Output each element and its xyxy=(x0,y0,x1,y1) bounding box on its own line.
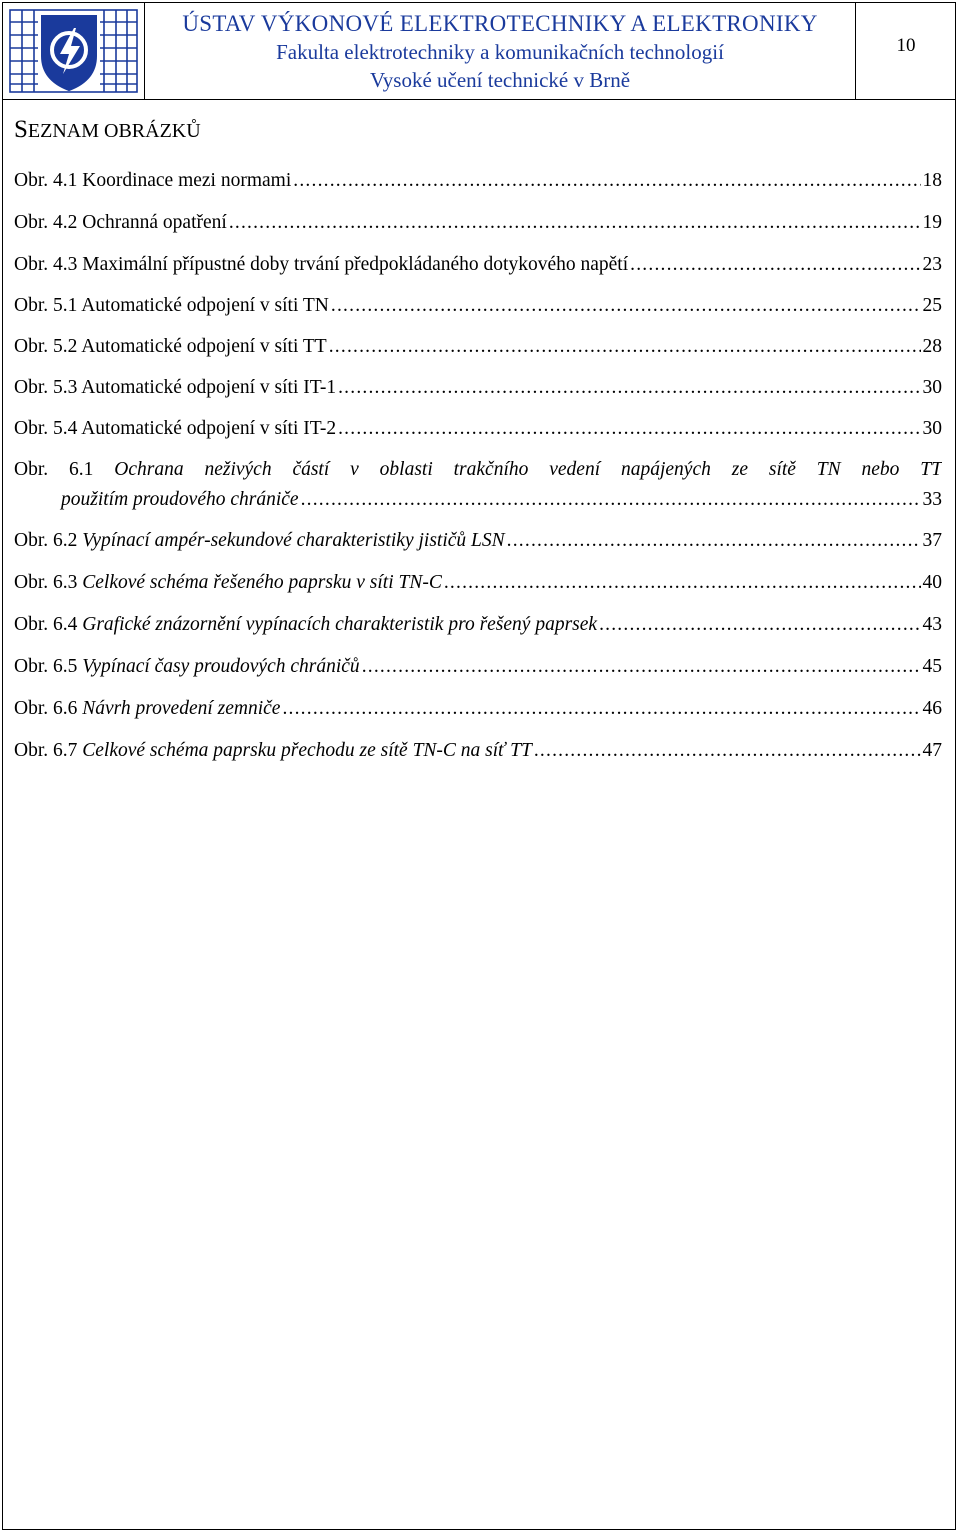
dot-leader xyxy=(444,569,921,597)
list-item[interactable] xyxy=(14,527,942,555)
figure-prefix: Obr. 6.7 xyxy=(14,740,78,761)
list-item[interactable] xyxy=(14,415,942,443)
section-title-initial: S xyxy=(14,116,28,143)
figure-page: 23 xyxy=(922,254,942,275)
dot-leader xyxy=(362,653,921,681)
figure-page: 25 xyxy=(922,295,942,316)
figure-prefix: Obr. 6.6 xyxy=(14,698,78,719)
figure-prefix: Obr. 5.4 xyxy=(14,418,78,439)
figure-caption: Grafické znázornění vypínacích charakteristik pro řešený paprsek xyxy=(82,614,598,635)
figure-caption: Ochranná opatření xyxy=(82,212,227,233)
figure-prefix: Obr. 5.2 xyxy=(14,336,78,357)
figure-caption: Maximální přípustné doby trvání předpokládaného dotykového napětí xyxy=(82,254,629,275)
figure-prefix: Obr. 4.3 xyxy=(14,254,78,275)
figure-page: 30 xyxy=(922,377,942,398)
figure-page: 19 xyxy=(922,212,942,233)
faculty-name: Fakulta elektrotechniky a komunikačních technologií xyxy=(276,40,724,64)
list-item[interactable] xyxy=(14,292,942,320)
figure-caption-line1: Ochrana neživých částí v oblasti trakčního vedení napájených ze sítě TN nebo TT xyxy=(114,459,942,480)
figure-caption: Automatické odpojení v síti IT-2 xyxy=(81,418,337,439)
page-header xyxy=(2,2,956,100)
list-item[interactable] xyxy=(14,653,942,681)
figure-caption: Vypínací ampér-sekundové charakteristiky jističů LSN xyxy=(82,530,505,551)
dot-leader xyxy=(338,374,920,402)
dot-leader xyxy=(331,292,921,320)
list-item[interactable] xyxy=(14,251,942,279)
figure-caption: Automatické odpojení v síti IT-1 xyxy=(81,377,337,398)
figure-page: 43 xyxy=(922,614,942,635)
figure-prefix: Obr. 5.3 xyxy=(14,377,78,398)
list-item[interactable] xyxy=(14,456,942,514)
page-number: 10 xyxy=(896,35,916,56)
figure-caption: Návrh provedení zemniče xyxy=(82,698,281,719)
dot-leader xyxy=(229,209,921,237)
figure-page: 33 xyxy=(922,489,942,510)
dot-leader xyxy=(507,527,921,555)
section-title-rest: EZNAM OBRÁZKŮ xyxy=(27,120,201,142)
dot-leader xyxy=(301,486,921,514)
dot-leader xyxy=(534,737,921,765)
dot-leader xyxy=(293,167,920,195)
list-item[interactable] xyxy=(14,611,942,639)
list-item[interactable] xyxy=(14,209,942,237)
figure-prefix: Obr. 5.1 xyxy=(14,295,78,316)
figure-list xyxy=(14,167,942,765)
figure-page: 30 xyxy=(922,418,942,439)
list-item[interactable] xyxy=(14,167,942,195)
list-item[interactable] xyxy=(14,333,942,361)
figure-caption: Automatické odpojení v síti TN xyxy=(81,295,329,316)
institute-name: ÚSTAV VÝKONOVÉ ELEKTROTECHNIKY A ELEKTRONIKY xyxy=(182,11,818,36)
section-title xyxy=(14,116,201,144)
university-name: Vysoké učení technické v Brně xyxy=(369,68,631,92)
figure-prefix: Obr. 6.1 xyxy=(14,459,94,480)
figure-prefix: Obr. 4.1 xyxy=(14,170,78,191)
figure-page: 40 xyxy=(922,572,942,593)
figure-prefix: Obr. 6.5 xyxy=(14,656,78,677)
dot-leader xyxy=(282,695,920,723)
figure-caption-line2: použitím proudového chrániče xyxy=(61,489,299,510)
figure-prefix: Obr. 4.2 xyxy=(14,212,78,233)
figure-prefix: Obr. 6.2 xyxy=(14,530,78,551)
logo-cell xyxy=(2,2,145,99)
figure-page: 18 xyxy=(922,170,942,191)
dot-leader xyxy=(329,333,921,361)
list-item[interactable] xyxy=(14,737,942,765)
figure-caption: Automatické odpojení v síti TT xyxy=(81,336,327,357)
list-item[interactable] xyxy=(14,569,942,597)
list-item[interactable] xyxy=(14,695,942,723)
figure-caption: Celkové schéma paprsku přechodu ze sítě TN-C na síť TT xyxy=(82,740,532,761)
figure-prefix: Obr. 6.4 xyxy=(14,614,78,635)
figure-page: 47 xyxy=(922,740,942,761)
figure-caption: Koordinace mezi normami xyxy=(82,170,292,191)
figure-caption: Vypínací časy proudových chráničů xyxy=(82,656,360,677)
figure-page: 46 xyxy=(922,698,942,719)
figure-page: 37 xyxy=(922,530,942,551)
dot-leader xyxy=(338,415,920,443)
figure-page: 45 xyxy=(922,656,942,677)
list-item[interactable] xyxy=(14,374,942,402)
dot-leader xyxy=(630,251,920,279)
figure-page: 28 xyxy=(922,336,942,357)
dot-leader xyxy=(599,611,920,639)
figure-caption: Celkové schéma řešeného paprsku v síti TN-C xyxy=(82,572,442,593)
header-title-block xyxy=(145,2,856,99)
ueen-lightning-shield-logo-icon xyxy=(8,8,139,94)
figure-prefix: Obr. 6.3 xyxy=(14,572,78,593)
